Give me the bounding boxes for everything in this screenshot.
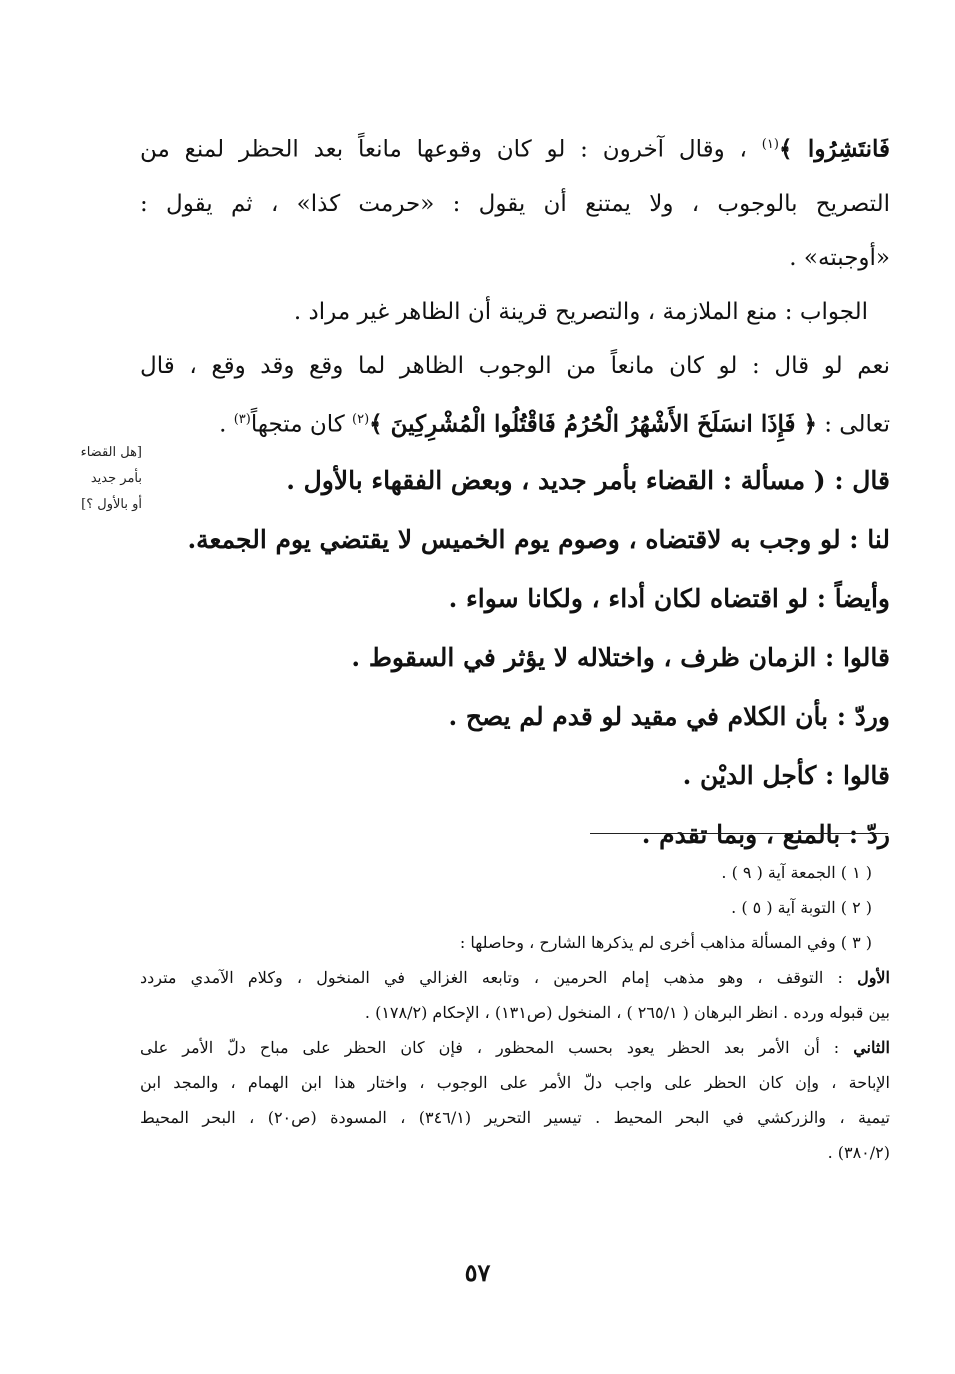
footnote-1: ( ١ ) الجمعة آية ( ٩ ) . <box>721 863 872 882</box>
footnote-line <box>140 960 890 995</box>
footnote-3: ( ٣ ) وفي المسألة مذاهب أخرى لم يذكرها الشارح ، وحاصلها : <box>459 933 872 952</box>
text-line-5: نعم لو قال : لو كان مانعاً من الوجوب الظاهر لما وقع وقد وقع ، قال <box>140 352 890 379</box>
text-span: : أن الأمر بعد الحظر يعود بحسب المحظور ، فإن كان الحظر على مباح دلّ الأمر على <box>140 1038 854 1057</box>
text-line-1 <box>140 118 890 177</box>
quran-quote: ﴿ فَإِذَا انسَلَخَ الأَشْهُرُ الْحُرُمُ فَاقْتُلُوا الْمُشْرِكِينَ ﴾ <box>369 410 817 438</box>
footnote-ref-2[interactable]: (٢) <box>352 411 370 427</box>
footnotes <box>140 855 890 1170</box>
text-line-3: «أوجبته» . <box>789 244 890 271</box>
footnote-line: بين قبوله ورده . انظر البرهان ( ٢٦٥/١ ) ، المنخول (ص١٣١) ، الإحكام (١٧٨/٢) . <box>364 1003 890 1022</box>
footnote-bold-label: الأول <box>857 968 890 987</box>
footnote-ref-1[interactable]: (١) <box>761 137 779 152</box>
bold-line-7: ردّ : بالمنع ، وبما تقدم . <box>641 820 890 850</box>
text-span: ، وقال آخرون : لو كان وقوعها مانعاً بعد الحظر لمنع من <box>140 136 762 163</box>
bold-line-1: قال : ( مسألة : القضاء بأمر جديد ، وبعض الفقهاء بالأول . <box>286 466 890 496</box>
bold-line-3: وأيضاً : لو اقتضاه لكان أداء ، ولكانا سواء . <box>448 584 890 614</box>
bold-line-4: قالوا : الزمان ظرف ، واختلاله لا يؤثر في السقوط . <box>351 643 890 673</box>
main-text <box>140 118 890 864</box>
text-span: : التوقف ، وهو مذهب إمام الحرمين ، وتابعه الغزالي في المنخول ، وكلام الآمدي متردد <box>140 968 858 987</box>
bold-line-6: قالوا : كأجل الديْن . <box>682 761 890 791</box>
footnote-line: تيمية ، والزركشي في البحر المحيط . تيسير التحرير (٣٤٦/١) ، المسودة (ص٢٠) ، البحر المحيط <box>140 1108 890 1127</box>
margin-note-line: [هل القضاء <box>80 445 142 460</box>
footnote-line: (٣٨٠/٢) . <box>827 1143 890 1162</box>
bold-line-2: لنا : لو وجب به لاقتضاه ، وصوم يوم الخميس لا يقتضي يوم الجمعة. <box>187 525 890 555</box>
margin-note <box>52 440 142 518</box>
footnote-line: الإباحة ، وإن كان الحظر على واجب دلّ الأمر على الوجوب ، واختار هذا ابن الهمام ، والمجد ابن <box>140 1073 890 1092</box>
text-line-2: التصريح بالوجوب ، ولا يمتنع أن يقول : «حرمت كذا» ، ثم يقول : <box>140 190 890 217</box>
footnote-2: ( ٢ ) التوبة آية ( ٥ ) . <box>731 898 872 917</box>
quran-quote: فَانتَشِرُوا ﴾ <box>778 135 890 163</box>
text-line-4: الجواب : منع الملازمة ، والتصريح قرينة أن الظاهر غير مراد . <box>293 298 868 325</box>
margin-note-line: أو بالأول ؟] <box>81 497 142 512</box>
footnote-bold-label: الثاني <box>853 1038 890 1057</box>
page-number: ٥٧ <box>464 1258 491 1287</box>
footnote-line <box>140 1030 890 1065</box>
text-span: كان متجهاً <box>250 411 353 438</box>
text-span: . <box>219 411 234 438</box>
bold-line-5: وردّ : بأن الكلام في مقيد لو قدم لم يصح . <box>448 702 890 732</box>
footnote-separator <box>590 833 888 834</box>
margin-note-line: بأمر جديد <box>90 471 142 486</box>
text-span: تعالى : <box>816 411 890 438</box>
text-line-6 <box>140 393 890 452</box>
footnote-ref-3[interactable]: (٣) <box>233 411 251 427</box>
